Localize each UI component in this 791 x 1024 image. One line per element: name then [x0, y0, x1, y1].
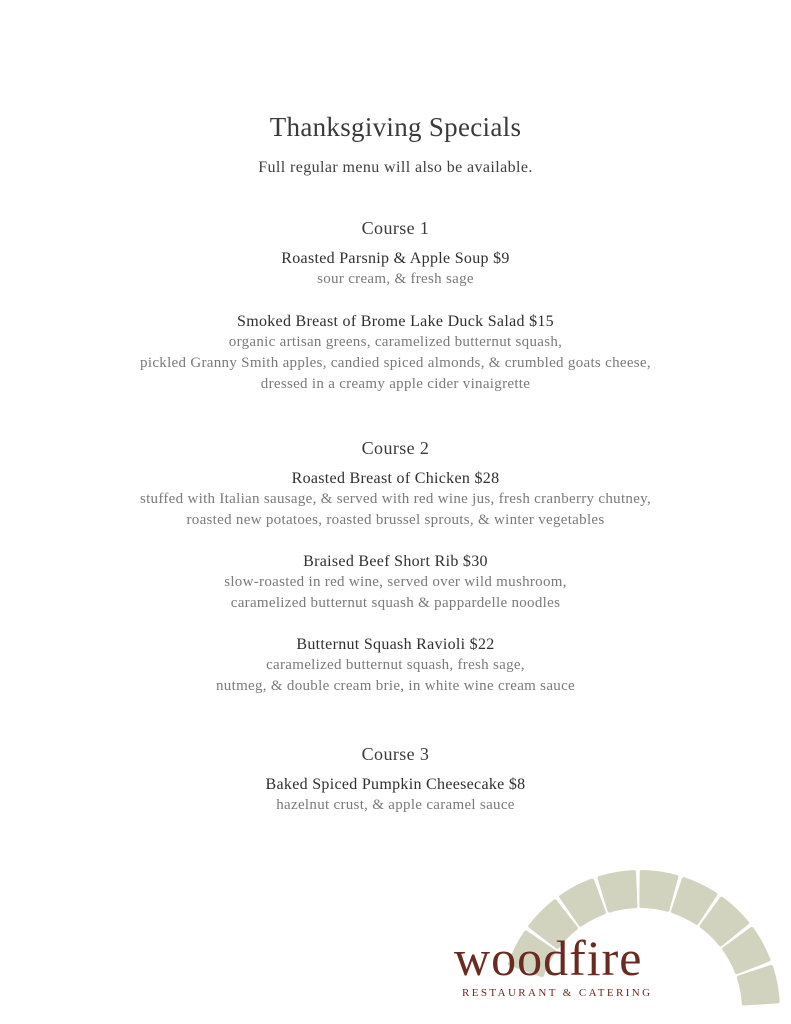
dish-name: Braised Beef Short Rib $30 — [303, 553, 488, 570]
dish-name: Baked Spiced Pumpkin Cheesecake $8 — [265, 776, 526, 793]
dish-name: Smoked Breast of Brome Lake Duck Salad $15 — [237, 313, 554, 330]
dish-description: organic artisan greens, caramelized butternut squash, — [228, 334, 563, 350]
course-heading — [0, 217, 791, 239]
arch-stone — [739, 967, 778, 1004]
dish-description: dressed in a creamy apple cider vinaigrette — [260, 376, 531, 392]
dish-item — [0, 634, 791, 697]
dish-description: hazelnut crust, & apple caramel sauce — [276, 797, 515, 813]
dish-description: roasted new potatoes, roasted brussel sprouts, & winter vegetables — [186, 512, 605, 528]
dish-description: nutmeg, & double cream brie, in white wine cream sauce — [216, 678, 575, 694]
dish-name: Roasted Parsnip & Apple Soup $9 — [281, 250, 510, 267]
course-heading — [0, 437, 791, 459]
menu-title: Thanksgiving Specials — [269, 112, 522, 142]
dish-item — [0, 468, 791, 531]
dish-item — [0, 311, 791, 395]
dish-name: Roasted Breast of Chicken $28 — [291, 470, 500, 487]
arch-stone — [599, 872, 635, 910]
dish-item — [0, 774, 791, 816]
course-1-heading: Course 1 — [361, 218, 430, 238]
course-3-heading: Course 3 — [361, 744, 430, 764]
logo-tagline: RESTAURANT & CATERING — [462, 987, 653, 999]
dish-description: pickled Granny Smith apples, candied spiced almonds, & crumbled goats cheese, — [140, 355, 651, 371]
dish-name: Butternut Squash Ravioli $22 — [296, 636, 495, 653]
dish-description: sour cream, & fresh sage — [317, 271, 474, 287]
dish-description: caramelized butternut squash & pappardelle noodles — [230, 595, 561, 611]
dish-item — [0, 551, 791, 614]
woodfire-logo — [440, 862, 780, 1012]
arch-stone — [641, 872, 676, 910]
logo-wordmark: woodfire — [454, 930, 643, 986]
dish-description: stuffed with Italian sausage, & served with red wine jus, fresh cranberry chutney, — [139, 491, 652, 507]
dish-description: caramelized butternut squash, fresh sage, — [266, 657, 525, 673]
menu-subtitle: Full regular menu will also be available. — [258, 159, 533, 176]
course-2-heading: Course 2 — [361, 438, 430, 458]
dish-description: slow-roasted in red wine, served over wild mushroom, — [224, 574, 567, 590]
course-heading — [0, 743, 791, 765]
dish-item — [0, 248, 791, 290]
